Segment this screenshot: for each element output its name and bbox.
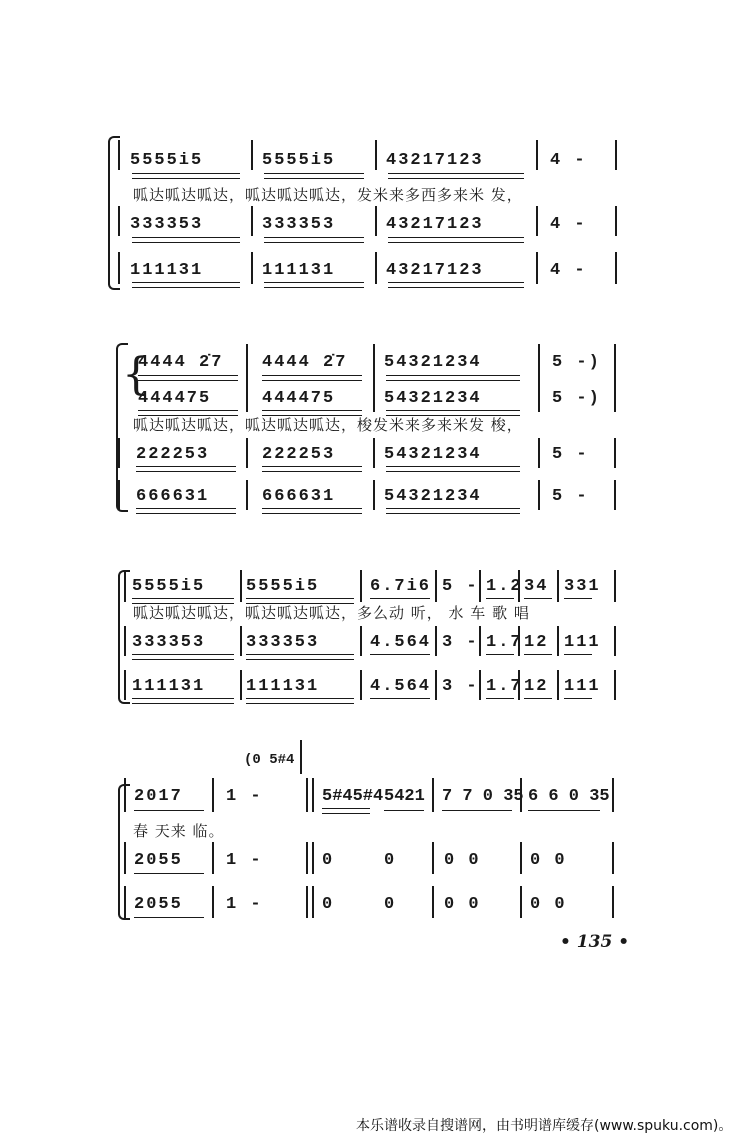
bar-line [360, 570, 362, 602]
beam-underline [132, 598, 234, 604]
bar-line [360, 670, 362, 700]
bar-line [375, 252, 377, 284]
beam-underline [370, 698, 430, 699]
beam-underline [262, 466, 362, 472]
beam-underline [524, 598, 552, 599]
measure: 0 0 [444, 851, 481, 870]
bar-line [246, 344, 248, 412]
bar-line [246, 480, 248, 510]
measure: 5555i5 [130, 151, 204, 170]
bar-line [300, 740, 302, 774]
staff-row [0, 892, 739, 918]
bar-line [615, 140, 617, 170]
double-bar-line [312, 842, 314, 874]
bar-line [240, 626, 242, 656]
measure: 4 - [550, 261, 587, 280]
grace-annotation: (0 5#4 [244, 752, 295, 768]
staff-row [0, 848, 739, 874]
bar-line [557, 570, 559, 602]
measure: 1 - [226, 787, 263, 806]
staff-row [0, 674, 739, 700]
beam-underline [132, 237, 240, 243]
measure: 111131 [262, 261, 336, 280]
beam-underline [132, 282, 240, 288]
bar-line [479, 570, 481, 602]
measure: 43217123 [386, 215, 484, 234]
measure: 444475 [138, 389, 212, 408]
beam-underline [264, 282, 364, 288]
measure: 331 [564, 577, 601, 596]
beam-underline [486, 698, 514, 699]
measure: 0 0 [444, 895, 481, 914]
bar-line [612, 842, 614, 874]
bar-line [538, 438, 540, 468]
bar-line [538, 480, 540, 510]
beam-underline [134, 810, 204, 811]
bar-line [118, 140, 120, 170]
lyrics-line: 呱达呱达呱达，呱达呱达呱达，发米来多西多来米 发， [133, 186, 523, 204]
double-bar-line [306, 886, 308, 918]
beam-underline [262, 410, 362, 416]
beam-underline [132, 173, 240, 179]
measure: 1.7 [486, 633, 523, 652]
staff-row [0, 258, 739, 284]
bar-line [240, 570, 242, 602]
beam-underline [246, 654, 354, 660]
measure: 12 [524, 677, 549, 696]
measure: 4.564 [370, 633, 432, 652]
staff-row [0, 484, 739, 510]
measure: 111 [564, 633, 601, 652]
double-bar-line [312, 886, 314, 918]
bar-line [614, 670, 616, 700]
measure: 4 - [550, 151, 587, 170]
beam-underline [386, 508, 520, 514]
measure: 1 - [226, 895, 263, 914]
staff-row [0, 148, 739, 174]
lyrics-line: 春 天来 临。 [133, 822, 225, 840]
beam-underline [564, 598, 592, 599]
measure: 666631 [262, 487, 336, 506]
bar-line [520, 886, 522, 918]
beam-underline [384, 810, 424, 811]
beam-underline [132, 654, 234, 660]
bar-line [432, 842, 434, 874]
beam-underline [388, 237, 524, 243]
staff-row [0, 630, 739, 656]
measure: 222253 [136, 445, 210, 464]
beam-underline [134, 917, 204, 918]
footer-source-note: 本乐谱收录自搜谱网，由书明谱库缓存(www.spuku.com)。 [356, 1118, 733, 1134]
beam-underline [386, 466, 520, 472]
bar-line [212, 886, 214, 918]
measure: 54321234 [384, 353, 482, 372]
measure: 5 - [442, 577, 479, 596]
beam-underline [524, 654, 552, 655]
beam-underline [134, 873, 204, 874]
measure: 5555i5 [246, 577, 320, 596]
beam-underline [388, 173, 524, 179]
lyrics-line: 呱达呱达呱达，呱达呱达呱达，多么动 听， 水 车 歌 唱 [133, 604, 530, 622]
beam-underline [442, 810, 512, 811]
staff-row [0, 574, 739, 600]
bar-line [124, 626, 126, 656]
measure: 4.564 [370, 677, 432, 696]
beam-underline [386, 375, 520, 381]
bar-line [251, 206, 253, 236]
bar-line [124, 886, 126, 918]
bar-line [124, 570, 126, 602]
bar-line [536, 140, 538, 170]
bar-line [373, 480, 375, 510]
measure: 222253 [262, 445, 336, 464]
beam-underline [246, 598, 354, 604]
bar-line [557, 670, 559, 700]
measure: 54321234 [384, 445, 482, 464]
measure: 666631 [136, 487, 210, 506]
bar-line [212, 842, 214, 874]
measure: 3 - [442, 677, 479, 696]
bar-line [251, 140, 253, 170]
measure: 6.7i6 [370, 577, 432, 596]
bar-line [240, 670, 242, 700]
page-number: • 135 • [560, 932, 630, 952]
bar-line [614, 570, 616, 602]
bar-line [614, 344, 616, 412]
measure: 0 0 [530, 851, 567, 870]
bar-line [479, 670, 481, 700]
measure: 54321234 [384, 487, 482, 506]
bar-line [375, 140, 377, 170]
measure: 5 -) [552, 389, 601, 408]
beam-underline [564, 654, 592, 655]
beam-underline [370, 598, 430, 599]
measure: 12 [524, 633, 549, 652]
measure: 5555i5 [132, 577, 206, 596]
measure: 1 - [226, 851, 263, 870]
measure: 0 [322, 895, 335, 914]
bar-line [614, 480, 616, 510]
measure: 4444 2̇7 [262, 353, 348, 372]
bar-line [251, 252, 253, 284]
double-bar-line [306, 842, 308, 874]
staff-row [0, 350, 739, 376]
measure: 444475 [262, 389, 336, 408]
staff-row [0, 212, 739, 238]
beam-underline [564, 698, 592, 699]
beam-underline [246, 698, 354, 704]
measure: 5 - [552, 487, 589, 506]
bar-line [435, 670, 437, 700]
measure: 333353 [262, 215, 336, 234]
measure: 2055 [134, 851, 183, 870]
measure: 1.2 [486, 577, 523, 596]
measure: 43217123 [386, 261, 484, 280]
double-bar-line [312, 778, 314, 812]
bar-line [212, 778, 214, 812]
beam-underline [524, 698, 552, 699]
measure: 5421 [384, 787, 425, 806]
measure: 111 [564, 677, 601, 696]
measure: 2017 [134, 787, 183, 806]
bar-line [246, 438, 248, 468]
bar-line [538, 344, 540, 412]
beam-underline [486, 598, 514, 599]
bar-line [118, 438, 120, 468]
measure: 34 [524, 577, 549, 596]
bar-line [124, 778, 126, 812]
measure: 6 6 0 35 [528, 787, 610, 806]
beam-underline [528, 810, 600, 811]
beam-underline [264, 173, 364, 179]
bar-line [432, 778, 434, 812]
bar-line [479, 626, 481, 656]
measure: 5#45#4 [322, 787, 384, 806]
bar-line [373, 344, 375, 412]
lyrics-line: 呱达呱达呱达，呱达呱达呱达，梭发米来多来米发 梭， [133, 416, 523, 434]
beam-underline [262, 375, 362, 381]
bar-line [536, 206, 538, 236]
bar-line [118, 480, 120, 510]
bar-line [612, 778, 614, 812]
measure: 111131 [246, 677, 320, 696]
measure: 5 -) [552, 353, 601, 372]
bar-line [118, 252, 120, 284]
bar-line [520, 778, 522, 812]
measure: 2055 [134, 895, 183, 914]
bar-line [375, 206, 377, 236]
beam-underline [138, 375, 238, 381]
bar-line [536, 252, 538, 284]
beam-underline [486, 654, 514, 655]
measure: 54321234 [384, 389, 482, 408]
beam-underline [262, 508, 362, 514]
staff-row [0, 784, 739, 810]
bar-line [360, 626, 362, 656]
measure: 7 7 0 35 [442, 787, 524, 806]
beam-underline [322, 808, 370, 814]
measure: 0 [384, 851, 397, 870]
bar-line [518, 670, 520, 700]
double-bar-line [306, 778, 308, 812]
measure: 0 [384, 895, 397, 914]
measure: 0 0 [530, 895, 567, 914]
bar-line [614, 626, 616, 656]
measure: 1.7 [486, 677, 523, 696]
bar-line [614, 438, 616, 468]
measure: 333353 [130, 215, 204, 234]
bar-line [518, 626, 520, 656]
beam-underline [264, 237, 364, 243]
measure: 111131 [132, 677, 206, 696]
bar-line [373, 438, 375, 468]
staff-row [0, 386, 739, 412]
measure: 3 - [442, 633, 479, 652]
measure: 5555i5 [262, 151, 336, 170]
bar-line [118, 206, 120, 236]
beam-underline [136, 508, 236, 514]
beam-underline [136, 466, 236, 472]
voice-brace: { [122, 349, 150, 400]
measure: 333353 [246, 633, 320, 652]
beam-underline [370, 654, 430, 655]
staff-row [0, 442, 739, 468]
bar-line [432, 886, 434, 918]
beam-underline [138, 410, 238, 416]
bar-line [615, 206, 617, 236]
beam-underline [388, 282, 524, 288]
bar-line [435, 626, 437, 656]
bar-line [124, 842, 126, 874]
bar-line [518, 570, 520, 602]
bar-line [615, 252, 617, 284]
bar-line [124, 670, 126, 700]
measure: 5 - [552, 445, 589, 464]
measure: 43217123 [386, 151, 484, 170]
bar-line [435, 570, 437, 602]
bar-line [612, 886, 614, 918]
measure: 111131 [130, 261, 204, 280]
measure: 4 - [550, 215, 587, 234]
beam-underline [386, 410, 520, 416]
measure: 333353 [132, 633, 206, 652]
measure: 0 [322, 851, 335, 870]
bar-line [520, 842, 522, 874]
beam-underline [132, 698, 234, 704]
measure: 4444 2̇7 [138, 353, 224, 372]
bar-line [557, 626, 559, 656]
